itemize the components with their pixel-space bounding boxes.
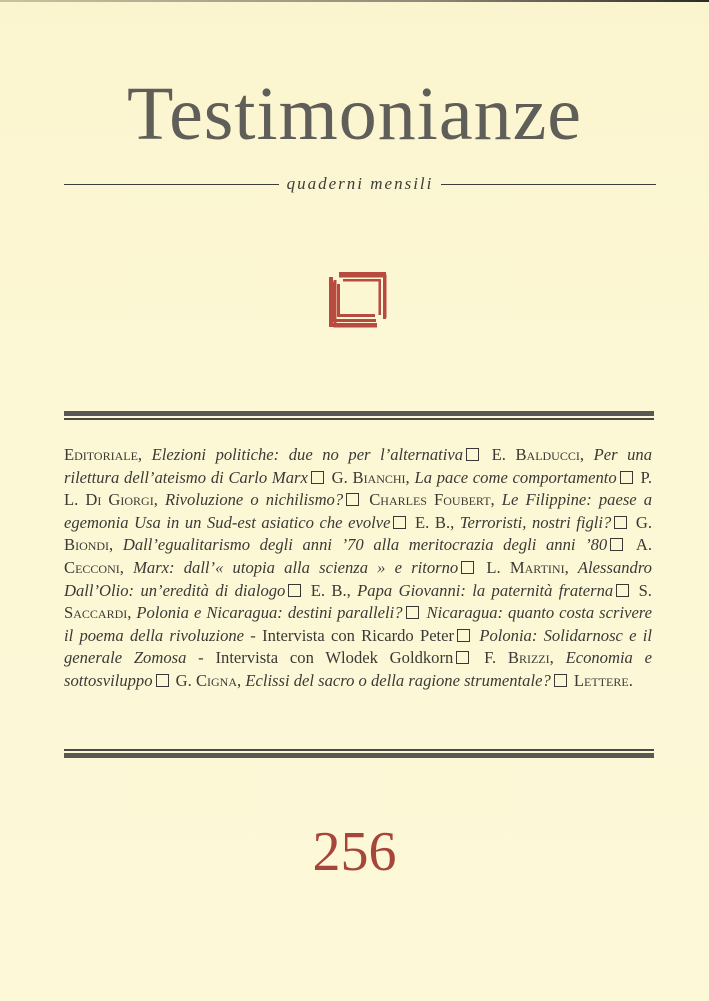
box-separator-icon xyxy=(311,471,324,484)
box-separator-icon xyxy=(406,606,419,619)
toc-entry: G. Cigna, Eclissi del sacro o della ragione strumentale? xyxy=(175,670,551,690)
toc-entry: Polonia: Solidarnosc e il generale Zomosa - Intervista con Wlodek Goldkorn xyxy=(64,625,652,668)
box-separator-icon xyxy=(393,516,406,529)
toc-entry: Nicaragua: quanto costa scrivere il poema della rivoluzione - Intervista con Ricardo Peter xyxy=(64,603,653,645)
toc-entry: F. Brizzi, Economia e sottosviluppo xyxy=(64,648,652,690)
box-separator-icon xyxy=(614,516,627,529)
toc-entry: G. Biondi, Dall’egualitarismo degli anni ’70 alla meritocrazia degli anni ’80 xyxy=(64,512,652,555)
masthead-subtitle: quaderni mensili xyxy=(286,174,434,193)
box-separator-icon xyxy=(461,561,474,574)
masthead-title: Testimonianze xyxy=(126,72,583,156)
box-separator-icon xyxy=(620,471,633,484)
toc-entry: Charles Foubert, Le Filippine: paese a egemonia Usa in un Sud-est asiatico che evolve xyxy=(64,490,653,532)
box-separator-icon xyxy=(457,629,470,642)
page-edge-shadow xyxy=(0,0,709,2)
toc-entry: Editoriale, Elezioni politiche: due no per l’alternativa xyxy=(64,445,464,464)
toc-entry: E. B., Terroristi, nostri figli? xyxy=(415,512,612,532)
box-separator-icon xyxy=(610,538,623,551)
stacked-squares-logo-icon xyxy=(327,268,389,330)
toc-entry: P. L. Di Giorgi, Rivoluzione o nichilismo? xyxy=(64,467,652,510)
box-separator-icon xyxy=(288,584,301,597)
issue-number: 256 xyxy=(312,821,397,883)
box-separator-icon xyxy=(616,584,629,597)
toc-entry: G. Bianchi, La pace come comportamento xyxy=(331,467,617,487)
toc-entry: E. Balducci, Per una rilettura dell’ateismo di Carlo Marx xyxy=(64,445,652,487)
subtitle-rule-left xyxy=(64,184,279,185)
table-of-contents xyxy=(64,444,652,693)
subtitle-rule-right xyxy=(441,184,656,185)
contents-rule-bottom xyxy=(64,749,654,758)
box-separator-icon xyxy=(156,674,169,687)
masthead-subtitle-row xyxy=(64,174,656,194)
box-separator-icon xyxy=(346,493,359,506)
toc-entry: Lettere. xyxy=(573,670,633,690)
box-separator-icon xyxy=(554,674,567,687)
toc-entry: S. Saccardi, Polonia e Nicaragua: destini paralleli? xyxy=(64,580,652,623)
contents-rule-top xyxy=(64,411,654,420)
toc-entry: L. Martini, Alessandro Dall’Olio: un’eredità di dialogo xyxy=(64,557,652,600)
box-separator-icon xyxy=(466,448,479,461)
toc-entry: A. Cecconi, Marx: dall’« utopia alla scienza » e ritorno xyxy=(64,535,652,577)
box-separator-icon xyxy=(456,651,469,664)
toc-entry: E. B., Papa Giovanni: la paternità fraterna xyxy=(310,580,614,600)
